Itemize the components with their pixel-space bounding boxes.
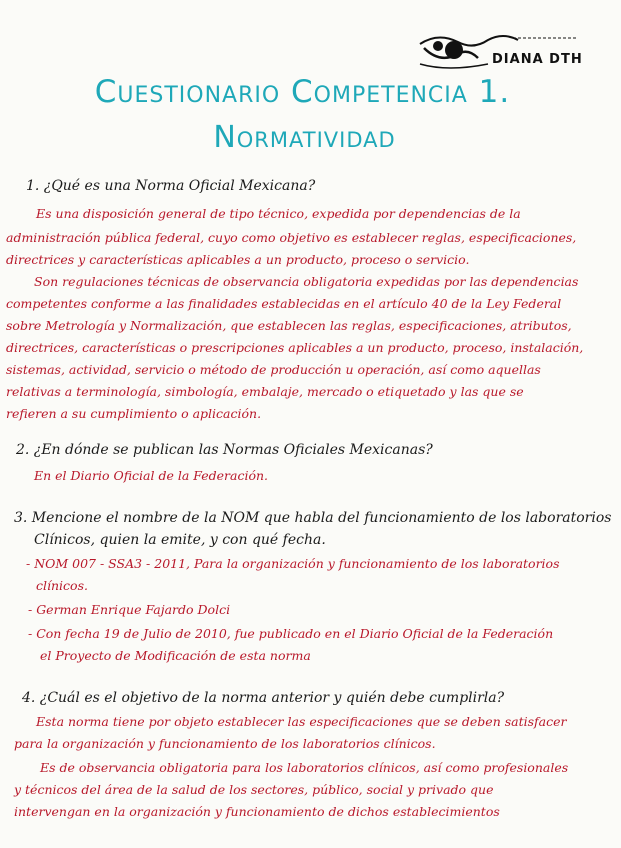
- answer-1-line: Son regulaciones técnicas de observancia obligatoria expedidas por las dependencias: [34, 274, 579, 289]
- page-subtitle: Normatividad: [213, 120, 396, 155]
- answer-4-line: Esta norma tiene por objeto establecer las especificaciones que se deben satisfacer: [36, 714, 567, 729]
- answer-1-line: competentes conforme a las finalidades establecidas en el artículo 40 de la Ley Federal: [6, 296, 562, 311]
- answer-3-line: - German Enrique Fajardo Dolci: [28, 602, 231, 617]
- answer-4-line: intervengan en la organización y funcionamiento de dichos establecimientos: [14, 804, 500, 819]
- answer-3-line: - NOM 007 - SSA3 - 2011, Para la organización y funcionamiento de los laboratorios: [26, 556, 560, 571]
- answer-1-line: refieren a su cumplimiento o aplicación.: [6, 406, 262, 421]
- answer-1-line: directrices, características o prescripciones aplicables a un producto, proceso, instalación,: [6, 340, 584, 355]
- answer-1-line: sistemas, actividad, servicio o método de producción u operación, así como aquellas: [6, 362, 541, 377]
- answer-4-line: para la organización y funcionamiento de los laboratorios clínicos.: [14, 736, 436, 751]
- question-3-line: 3. Mencione el nombre de la NOM que habla del funcionamiento de los laboratorios: [14, 510, 612, 526]
- answer-1-line: administración pública federal, cuyo como objetivo es establecer reglas, especificaciones,: [6, 230, 577, 245]
- answer-3-line: - Con fecha 19 de Julio de 2010, fue publicado en el Diario Oficial de la Federación: [28, 626, 554, 641]
- answer-4-line: y técnicos del área de la salud de los sectores, público, social y privado que: [14, 782, 494, 797]
- question-2: 2. ¿En dónde se publican las Normas Oficiales Mexicanas?: [16, 442, 433, 458]
- page-title: Cuestionario Competencia 1.: [94, 74, 511, 110]
- question-4: 4. ¿Cuál es el objetivo de la norma anterior y quién debe cumplirla?: [22, 690, 505, 706]
- question-1: 1. ¿Qué es una Norma Oficial Mexicana?: [26, 178, 316, 194]
- answer-2: En el Diario Oficial de la Federación.: [34, 468, 269, 483]
- answer-1-line: Es una disposición general de tipo técnico, expedida por dependencias de la: [36, 206, 521, 221]
- answer-1-line: directrices y características aplicables a un producto, proceso o servicio.: [6, 252, 470, 267]
- logo-text: DIANA DTH: [492, 52, 583, 67]
- answer-1-line: relativas a terminología, simbología, embalaje, mercado o etiquetado y las que se: [6, 384, 524, 399]
- author-logo: [418, 34, 586, 72]
- question-3-line: Clínicos, quien la emite, y con qué fecha.: [34, 532, 326, 548]
- answer-1-line: sobre Metrología y Normalización, que establecen las reglas, especificaciones, atributos,: [6, 318, 572, 333]
- answer-3-line: clínicos.: [36, 578, 88, 593]
- answer-3-line: el Proyecto de Modificación de esta norma: [40, 648, 311, 663]
- answer-4-line: Es de observancia obligatoria para los laboratorios clínicos, así como profesionales: [40, 760, 569, 775]
